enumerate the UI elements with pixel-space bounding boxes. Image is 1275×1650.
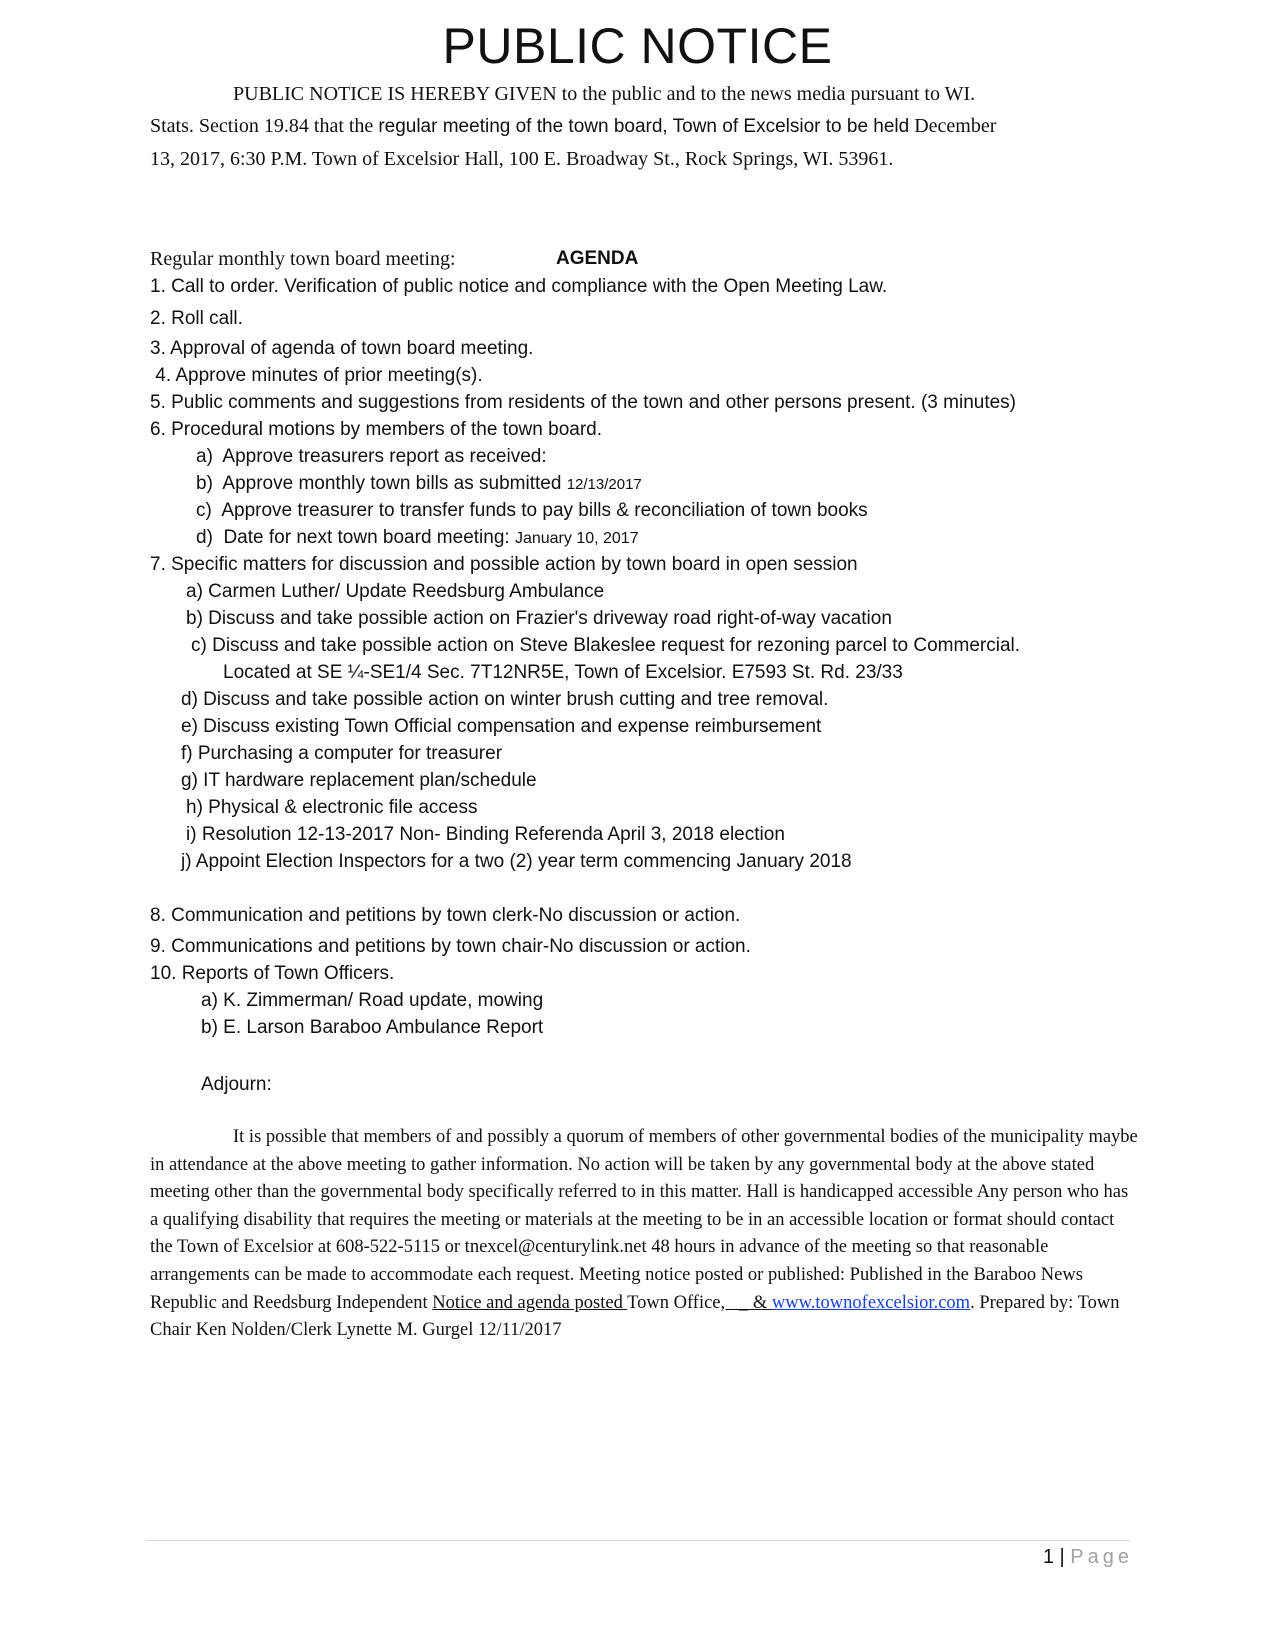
intro-paragraph [150, 78, 1135, 175]
agenda-item-7: 7. Specific matters for discussion and possible action by town board in open session [150, 554, 858, 575]
agenda-item-7e: e) Discuss existing Town Official compensation and expense reimbursement [181, 716, 822, 737]
footer-divider [146, 1540, 1130, 1541]
intro-line-2-c: December [909, 115, 997, 137]
agenda-item-6a: a) Approve treasurers report as received: [196, 446, 547, 467]
agenda-item-4: 4. Approve minutes of prior meeting(s). [150, 365, 483, 386]
page-word: Page [1070, 1546, 1133, 1568]
agenda-item-7d: d) Discuss and take possible action on winter brush cutting and tree removal. [181, 689, 829, 710]
agenda-item-6d [196, 526, 639, 551]
page-number-value: 1 [1042, 1546, 1054, 1568]
notice-town-office: Town Office [627, 1292, 721, 1313]
agenda-item-7i: i) Resolution 12-13-2017 Non- Binding Referenda April 3, 2018 election [186, 824, 785, 845]
agenda-item-7a: a) Carmen Luther/ Update Reedsburg Ambulance [186, 581, 605, 602]
accessibility-notice [150, 1124, 1140, 1345]
agenda-item-7f: f) Purchasing a computer for treasurer [181, 743, 503, 764]
agenda-item-7c-continued: Located at SE ¼-SE1/4 Sec. 7T12NR5E, Town of Excelsior. E7593 St. Rd. 23/33 [223, 662, 903, 683]
agenda-heading-label: Regular monthly town board meeting: [150, 248, 456, 270]
agenda-item-7h: h) Physical & electronic file access [186, 797, 478, 818]
page-title: PUBLIC NOTICE [442, 18, 833, 74]
agenda-item-7c: c) Discuss and take possible action on Steve Blakeslee request for rezoning parcel to Commercial. [191, 635, 1021, 656]
adjourn-label: Adjourn: [201, 1074, 272, 1095]
agenda-item-10: 10. Reports of Town Officers. [150, 963, 395, 984]
agenda-item-7g: g) IT hardware replacement plan/schedule [181, 770, 537, 791]
website-link[interactable]: www.townofexcelsior.com [771, 1292, 971, 1313]
intro-line-2 [150, 110, 1135, 143]
agenda-item-6d-date: January 10, 2017 [514, 530, 639, 547]
intro-line-2-a: Stats. Section 19.84 that the [150, 115, 379, 137]
notice-body: It is possible that members of and possibly a quorum of members of other governmental bodies of the municipality maybe in attendance at the above meeting to gather information. No action will be taken by any governmental body at the above stated meeting other than the governmental body specifically referred to in this matter. Hall is handicapped accessible Any person who has a qualifying disability that requires the meeting or materials at the meeting to be in an accessible location or format should contact the Town of Excelsior at 608-522-5115 or tnexcel@centurylink.net 48 hours in advance of the meeting so that reasonable arrangements can be made to accommodate each request. Meeting notice posted or published: Published in the Baraboo News Republic and Reedsburg Independent [150, 1127, 1138, 1313]
agenda-item-5: 5. Public comments and suggestions from residents of the town and other persons present. (3 minutes) [150, 392, 1017, 413]
notice-posted-underlined: Notice and agenda posted [432, 1292, 628, 1313]
intro-line-3: 13, 2017, 6:30 P.M. Town of Excelsior Hall, 100 E. Broadway St., Rock Springs, WI. 53961. [150, 148, 894, 170]
agenda-item-6b [196, 472, 642, 497]
agenda-item-10b: b) E. Larson Baraboo Ambulance Report [201, 1017, 544, 1038]
agenda-item-6b-date: 12/13/2017 [566, 476, 642, 493]
agenda-item-2: 2. Roll call. [150, 308, 243, 329]
intro-line-1: PUBLIC NOTICE IS HEREBY GIVEN to the public and to the news media pursuant to WI. [233, 83, 976, 105]
notice-prepared-by: . Prepared by: Town Chair Ken Nolden/Clerk Lynette M. Gurgel 12/11/2017 [150, 1292, 1120, 1341]
agenda-item-6c: c) Approve treasurer to transfer funds to pay bills & reconciliation of town books [196, 500, 868, 521]
agenda-item-6b-text: b) Approve monthly town bills as submitted [196, 473, 562, 494]
agenda-item-1: 1. Call to order. Verification of public notice and compliance with the Open Meeting Law. [150, 276, 888, 297]
agenda-item-3: 3. Approval of agenda of town board meeting. [150, 338, 534, 359]
agenda-item-6: 6. Procedural motions by members of the town board. [150, 419, 603, 440]
agenda-heading-word: AGENDA [556, 248, 639, 269]
agenda-item-7j: j) Appoint Election Inspectors for a two (2) year term commencing January 2018 [181, 851, 852, 872]
agenda-item-6d-text: d) Date for next town board meeting: [196, 527, 510, 548]
accessibility-notice-text [150, 1124, 1140, 1345]
agenda-item-9: 9. Communications and petitions by town chair-No discussion or action. [150, 936, 751, 957]
notice-separator-underlined: , _ & [720, 1292, 772, 1313]
agenda-item-7b: b) Discuss and take possible action on Frazier's driveway road right-of-way vacation [186, 608, 892, 629]
intro-line-2-b: regular meeting of the town board, Town of Excelsior to be held [378, 116, 910, 137]
agenda-item-8: 8. Communication and petitions by town clerk-No discussion or action. [150, 905, 741, 926]
page-number [1043, 1546, 1133, 1569]
agenda-item-10a: a) K. Zimmerman/ Road update, mowing [201, 990, 544, 1011]
page-number-separator: | [1059, 1546, 1065, 1568]
agenda-heading [150, 246, 639, 272]
